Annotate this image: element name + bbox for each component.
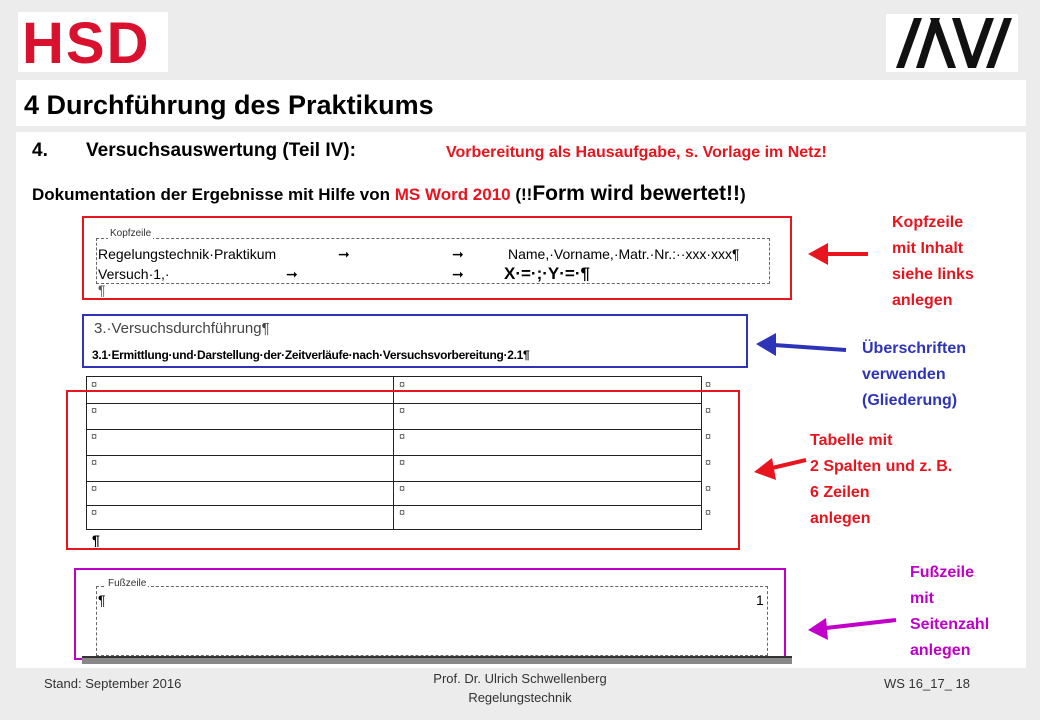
form-bewertet-text: Form wird bewertet!! bbox=[532, 182, 741, 205]
annotation-line: anlegen bbox=[910, 642, 971, 659]
footer-course: Regelungstechnik bbox=[468, 690, 572, 705]
header-line2-left: Versuch·1,· bbox=[98, 266, 170, 282]
annotation-line: 2 Spalten und z. B. bbox=[810, 458, 953, 475]
arrowhead-icon bbox=[808, 243, 828, 265]
annotation-line: Fußzeile bbox=[910, 564, 975, 581]
slide-title: 4 Durchführung des Praktikums bbox=[24, 90, 434, 120]
cell-marker: ¤ bbox=[399, 483, 406, 495]
annotation-line: Kopfzeile bbox=[892, 214, 964, 231]
cell-marker: ¤ bbox=[705, 457, 712, 469]
cell-marker: ¤ bbox=[399, 431, 406, 443]
footer-slide-id: WS 16_17_ 18 bbox=[884, 676, 971, 691]
cell-marker: ¤ bbox=[91, 507, 98, 519]
annotation-arrows bbox=[16, 132, 1026, 668]
item-note: Vorbereitung als Hausaufgabe, s. Vorlage im Netz! bbox=[446, 144, 827, 161]
heading1-mock: 3.·Versuchsdurchführung¶ bbox=[94, 320, 270, 337]
slide-content bbox=[16, 132, 1026, 668]
cell-marker: ¤ bbox=[91, 431, 98, 443]
annotation-line: anlegen bbox=[892, 292, 953, 309]
cell-marker: ¤ bbox=[705, 483, 712, 495]
tab-arrow-icon: ➞ bbox=[452, 266, 464, 282]
tab-arrow-icon: ➞ bbox=[338, 246, 350, 262]
header-tag: Kopfzeile bbox=[110, 228, 152, 239]
arrow-ueberschriften-icon bbox=[774, 345, 846, 350]
cell-marker: ¤ bbox=[91, 379, 98, 391]
cell-marker: ¤ bbox=[399, 379, 406, 391]
header-line1-left: Regelungstechnik·Praktikum bbox=[98, 246, 277, 262]
doc-paren-open: (!! bbox=[510, 185, 533, 204]
faculty-logo bbox=[886, 14, 1018, 72]
cell-marker: ¤ bbox=[91, 483, 98, 495]
table-pilcrow: ¶ bbox=[92, 532, 100, 548]
header-line1-right: Name,·Vorname,·Matr.·Nr.:··xxx·xxx¶ bbox=[508, 246, 740, 262]
annotation-line: mit Inhalt bbox=[892, 240, 964, 257]
tab-arrow-icon: ➞ bbox=[452, 246, 464, 262]
arrow-fusszeile-icon bbox=[826, 620, 896, 628]
annotation-line: Überschriften bbox=[862, 340, 967, 357]
annotation-line: mit bbox=[910, 590, 934, 607]
cell-marker: ¤ bbox=[705, 507, 712, 519]
annotation-line: (Gliederung) bbox=[862, 392, 958, 409]
annotation-line: siehe links bbox=[892, 266, 974, 283]
hsd-logo bbox=[18, 11, 168, 76]
annotation-line: verwenden bbox=[862, 366, 946, 383]
heading2-mock: 3.1·Ermittlung·und·Darstellung·der·Zeitverläufe·nach·Versuchsvorbereitung·2.1¶ bbox=[92, 348, 530, 362]
arrowhead-icon bbox=[808, 618, 828, 640]
doc-line-prefix: Dokumentation der Ergebnisse mit Hilfe von bbox=[32, 185, 395, 204]
item-number: 4. bbox=[32, 140, 48, 161]
cell-marker: ¤ bbox=[705, 431, 712, 443]
footer-tag: Fußzeile bbox=[108, 578, 147, 589]
footer-date: Stand: September 2016 bbox=[44, 676, 182, 691]
cell-marker: ¤ bbox=[399, 507, 406, 519]
cell-marker: ¤ bbox=[705, 405, 712, 417]
annotation-line: 6 Zeilen bbox=[810, 484, 870, 501]
cell-marker: ¤ bbox=[91, 405, 98, 417]
footer-page-number: 1 bbox=[756, 592, 764, 608]
arrow-tabelle-icon bbox=[772, 460, 806, 468]
doc-paren-close: ) bbox=[740, 185, 746, 204]
ms-word-text: MS Word 2010 bbox=[394, 185, 511, 204]
arrowhead-icon bbox=[754, 458, 776, 480]
annotation-line: anlegen bbox=[810, 510, 871, 527]
tab-arrow-icon: ➞ bbox=[286, 266, 298, 282]
footer-author: Prof. Dr. Ulrich Schwellenberg bbox=[433, 671, 607, 686]
annotation-line: Tabelle mit bbox=[810, 432, 893, 449]
hsd-logo-text: HSD bbox=[22, 11, 151, 76]
cell-marker: ¤ bbox=[399, 405, 406, 417]
arrowhead-icon bbox=[756, 333, 776, 356]
cell-marker: ¤ bbox=[91, 457, 98, 469]
header-pilcrow: ¶ bbox=[98, 282, 106, 298]
title-bar bbox=[16, 80, 1026, 126]
faculty-logo-graphic bbox=[886, 14, 1018, 72]
item-label: Versuchsauswertung (Teil IV): bbox=[86, 140, 356, 161]
footer-pilcrow: ¶ bbox=[98, 592, 106, 608]
cell-marker: ¤ bbox=[399, 457, 406, 469]
cell-marker: ¤ bbox=[705, 379, 712, 391]
header-line2-right: X·=·;·Y·=·¶ bbox=[504, 264, 590, 283]
annotation-line: Seitenzahl bbox=[910, 616, 990, 633]
